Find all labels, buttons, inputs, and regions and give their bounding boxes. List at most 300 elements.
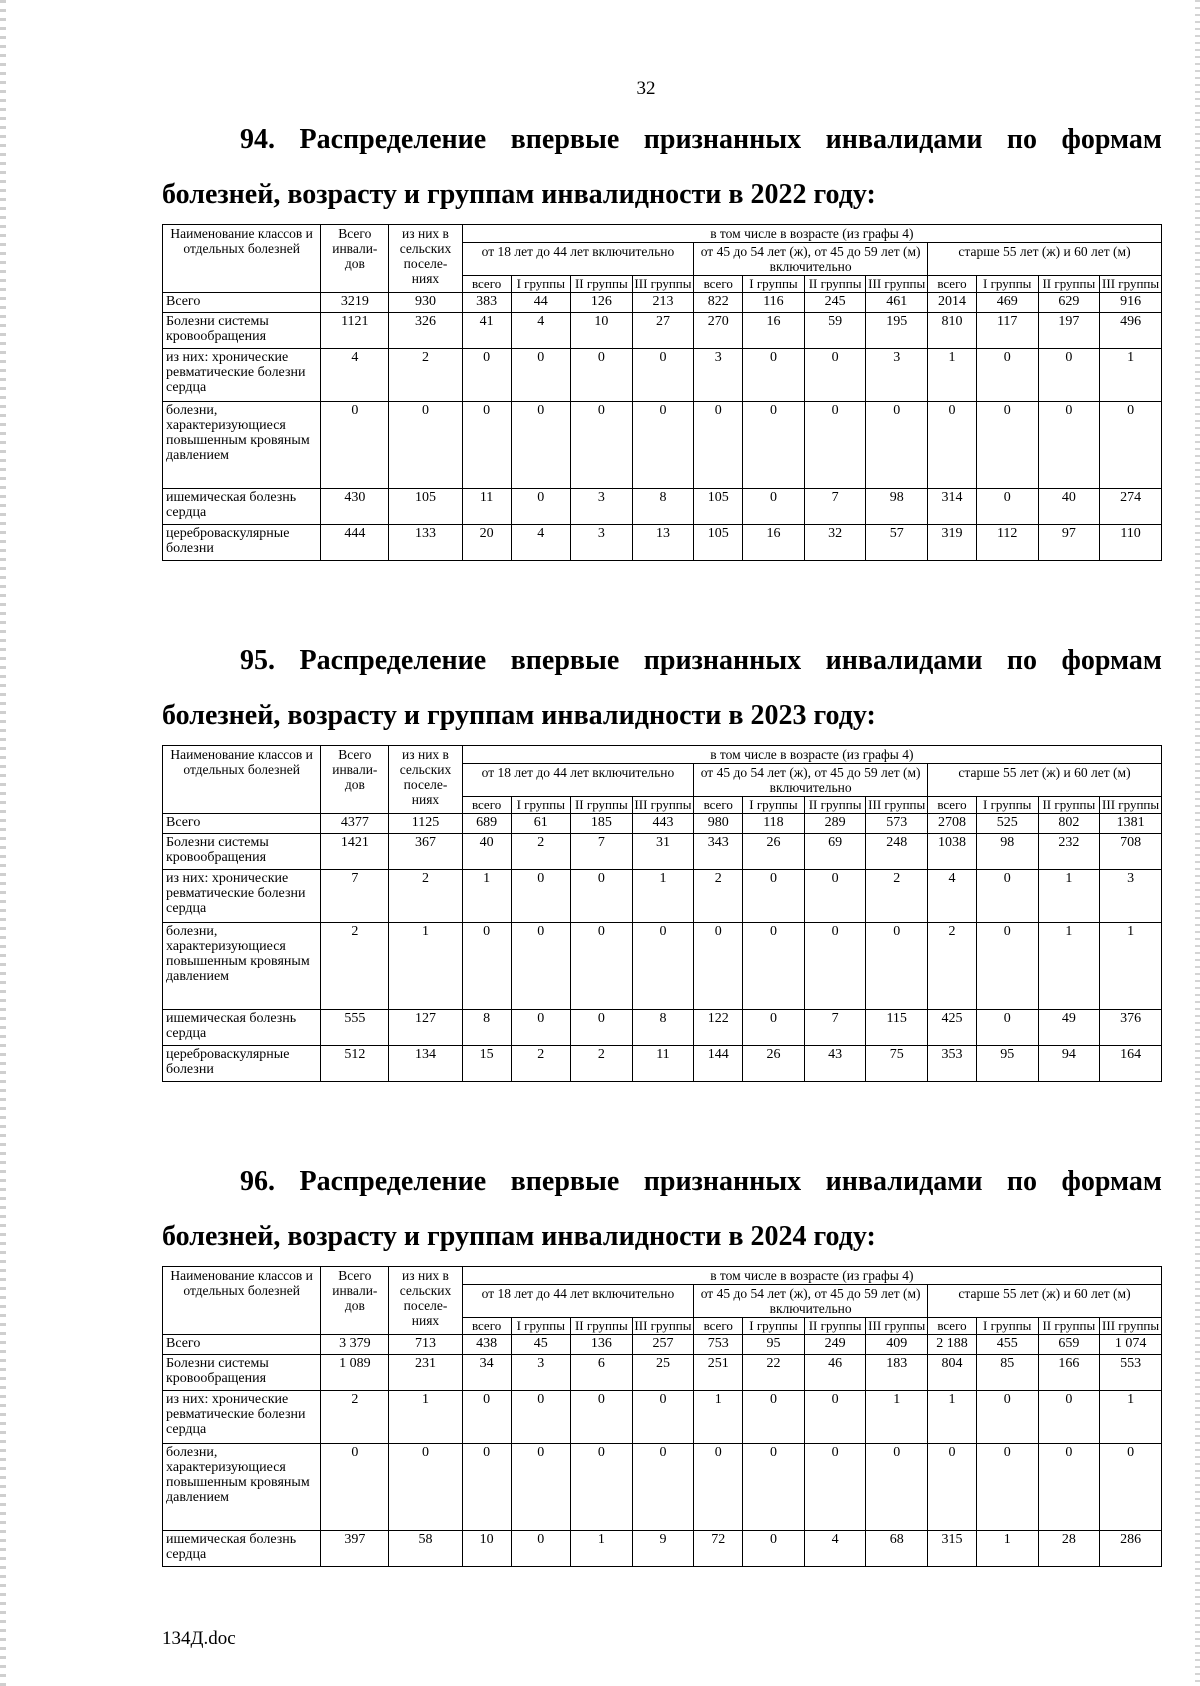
table-cell: 0 <box>511 1531 571 1567</box>
col-header-name: Наименование классов и отдельных болезней <box>163 746 321 814</box>
table-cell: 133 <box>389 525 462 561</box>
table-cell: 1 <box>632 870 694 923</box>
row-label: болезни, характеризующиеся повышенным кровяным давлением <box>163 923 321 1010</box>
table-cell: 105 <box>694 525 743 561</box>
table-cell: 2 <box>866 870 928 923</box>
table-cell: 1 <box>1038 923 1100 1010</box>
table-cell: 555 <box>321 1010 389 1046</box>
col-header-group-3: III группы <box>866 1318 928 1335</box>
table-cell: 2 <box>321 1391 389 1444</box>
row-label: из них: хронические ревматические болезни сердца <box>163 349 321 402</box>
table-cell: 0 <box>1038 402 1100 489</box>
col-header-age-45-59: от 45 до 54 лет (ж), от 45 до 59 лет (м) включительно <box>694 243 928 276</box>
table-cell: 7 <box>804 489 866 525</box>
table-cell: 2 <box>511 1046 571 1082</box>
table-cell: 425 <box>928 1010 977 1046</box>
table-cell: 0 <box>511 1010 571 1046</box>
table-cell: 112 <box>976 525 1038 561</box>
table-cell: 1 <box>1038 870 1100 923</box>
table-cell: 85 <box>976 1355 1038 1391</box>
table-cell: 98 <box>866 489 928 525</box>
table-cell: 1421 <box>321 834 389 870</box>
row-label: цереброваскулярные болезни <box>163 525 321 561</box>
table-cell: 1 <box>928 1391 977 1444</box>
table-cell: 3 <box>571 489 633 525</box>
table-cell: 49 <box>1038 1010 1100 1046</box>
table-cell: 0 <box>743 349 805 402</box>
table-row <box>163 1046 1162 1082</box>
table-cell: 0 <box>743 489 805 525</box>
table-cell: 810 <box>928 313 977 349</box>
table-cell: 231 <box>389 1355 462 1391</box>
table-cell: 822 <box>694 293 743 313</box>
table-cell: 0 <box>976 1010 1038 1046</box>
table-cell: 185 <box>571 814 633 834</box>
table-cell: 0 <box>1100 402 1162 489</box>
table-cell: 0 <box>866 402 928 489</box>
table-cell: 1 <box>389 1391 462 1444</box>
col-header-age-55-60-plus: старше 55 лет (ж) и 60 лет (м) <box>928 243 1162 276</box>
table-cell: 0 <box>694 923 743 1010</box>
table-cell: 0 <box>571 923 633 1010</box>
table-cell: 2 <box>694 870 743 923</box>
table-cell: 11 <box>462 489 511 525</box>
table-cell: 2 <box>389 349 462 402</box>
col-header-total: Всего инвали-дов <box>321 746 389 814</box>
table-cell: 40 <box>1038 489 1100 525</box>
table-cell: 25 <box>632 1355 694 1391</box>
table-cell: 0 <box>511 923 571 1010</box>
col-header-group-1: I группы <box>511 1318 571 1335</box>
table-cell: 804 <box>928 1355 977 1391</box>
table-cell: 353 <box>928 1046 977 1082</box>
table-cell: 0 <box>511 1391 571 1444</box>
table-cell: 289 <box>804 814 866 834</box>
col-header-rural: из них в сельских поселе-ниях <box>389 746 462 814</box>
table-cell: 443 <box>632 814 694 834</box>
table-row <box>163 1010 1162 1046</box>
col-header-rural: из них в сельских поселе-ниях <box>389 1267 462 1335</box>
col-header-subtotal: всего <box>694 276 743 293</box>
table-cell: 117 <box>976 313 1038 349</box>
table-cell: 1121 <box>321 313 389 349</box>
table-cell: 512 <box>321 1046 389 1082</box>
section-heading: 95. Распределение впервые признанных инвалидами по формам болезней, возрасту и группам инвалидности в 2023 году: <box>162 645 1162 731</box>
stats-table <box>162 1266 1162 1567</box>
table-cell: 0 <box>866 923 928 1010</box>
col-header-age-18-44: от 18 лет до 44 лет включительно <box>462 243 694 276</box>
table-cell: 0 <box>804 923 866 1010</box>
table-cell: 314 <box>928 489 977 525</box>
table-cell: 40 <box>462 834 511 870</box>
table-cell: 26 <box>743 834 805 870</box>
row-label: Всего <box>163 1335 321 1355</box>
table-cell: 1038 <box>928 834 977 870</box>
section-94 <box>162 112 1162 561</box>
col-header-age-span: в том числе в возрасте (из графы 4) <box>462 1267 1161 1285</box>
table-row <box>163 1531 1162 1567</box>
table-cell: 573 <box>866 814 928 834</box>
stats-table <box>162 745 1162 1082</box>
table-cell: 0 <box>976 402 1038 489</box>
table-cell: 213 <box>632 293 694 313</box>
table-cell: 0 <box>976 1391 1038 1444</box>
table-cell: 98 <box>976 834 1038 870</box>
table-cell: 0 <box>511 489 571 525</box>
table-cell: 0 <box>743 1444 805 1531</box>
table-cell: 10 <box>462 1531 511 1567</box>
table-cell: 2014 <box>928 293 977 313</box>
col-header-subtotal: всего <box>928 276 977 293</box>
table-cell: 525 <box>976 814 1038 834</box>
table-cell: 0 <box>632 349 694 402</box>
table-cell: 383 <box>462 293 511 313</box>
table-cell: 197 <box>1038 313 1100 349</box>
row-label: ишемическая болезнь сердца <box>163 1531 321 1567</box>
table-cell: 1381 <box>1100 814 1162 834</box>
table-cell: 4 <box>804 1531 866 1567</box>
table-row <box>163 1444 1162 1531</box>
table-cell: 0 <box>462 349 511 402</box>
table-cell: 105 <box>694 489 743 525</box>
table-cell: 319 <box>928 525 977 561</box>
col-header-group-2: II группы <box>804 1318 866 1335</box>
table-cell: 16 <box>743 313 805 349</box>
row-label: из них: хронические ревматические болезни сердца <box>163 870 321 923</box>
table-cell: 126 <box>571 293 633 313</box>
table-row <box>163 489 1162 525</box>
table-cell: 469 <box>976 293 1038 313</box>
table-cell: 0 <box>571 1444 633 1531</box>
col-header-group-3: III группы <box>1100 1318 1162 1335</box>
table-cell: 0 <box>743 402 805 489</box>
table-cell: 0 <box>571 1391 633 1444</box>
table-cell: 136 <box>571 1335 633 1355</box>
table-cell: 286 <box>1100 1531 1162 1567</box>
table-cell: 713 <box>389 1335 462 1355</box>
table-cell: 8 <box>462 1010 511 1046</box>
table-cell: 251 <box>694 1355 743 1391</box>
col-header-subtotal: всего <box>462 1318 511 1335</box>
col-header-group-3: III группы <box>632 1318 694 1335</box>
table-cell: 0 <box>632 402 694 489</box>
table-cell: 58 <box>389 1531 462 1567</box>
col-header-subtotal: всего <box>462 276 511 293</box>
table-cell: 980 <box>694 814 743 834</box>
table-cell: 9 <box>632 1531 694 1567</box>
table-cell: 97 <box>1038 525 1100 561</box>
table-cell: 57 <box>866 525 928 561</box>
row-label: цереброваскулярные болезни <box>163 1046 321 1082</box>
col-header-name: Наименование классов и отдельных болезней <box>163 225 321 293</box>
table-cell: 110 <box>1100 525 1162 561</box>
table-cell: 0 <box>976 349 1038 402</box>
table-cell: 4 <box>511 525 571 561</box>
row-label: ишемическая болезнь сердца <box>163 489 321 525</box>
table-cell: 0 <box>321 1444 389 1531</box>
col-header-group-3: III группы <box>632 797 694 814</box>
table-cell: 444 <box>321 525 389 561</box>
table-cell: 2 188 <box>928 1335 977 1355</box>
table-cell: 1 <box>1100 923 1162 1010</box>
table-cell: 367 <box>389 834 462 870</box>
table-cell: 315 <box>928 1531 977 1567</box>
table-cell: 802 <box>1038 814 1100 834</box>
table-cell: 270 <box>694 313 743 349</box>
table-cell: 69 <box>804 834 866 870</box>
table-cell: 0 <box>743 1010 805 1046</box>
table-cell: 753 <box>694 1335 743 1355</box>
table-cell: 0 <box>928 1444 977 1531</box>
table-cell: 0 <box>976 489 1038 525</box>
table-cell: 0 <box>743 1531 805 1567</box>
row-label: болезни, характеризующиеся повышенным кровяным давлением <box>163 1444 321 1531</box>
col-header-subtotal: всего <box>694 1318 743 1335</box>
table-cell: 6 <box>571 1355 633 1391</box>
table-cell: 31 <box>632 834 694 870</box>
table-cell: 430 <box>321 489 389 525</box>
col-header-group-1: I группы <box>743 276 805 293</box>
table-row <box>163 814 1162 834</box>
table-cell: 0 <box>1100 1444 1162 1531</box>
col-header-group-2: II группы <box>1038 797 1100 814</box>
table-cell: 0 <box>743 870 805 923</box>
section-heading: 96. Распределение впервые признанных инвалидами по формам болезней, возрасту и группам инвалидности в 2024 году: <box>162 1166 1162 1252</box>
col-header-group-1: I группы <box>743 797 805 814</box>
table-cell: 45 <box>511 1335 571 1355</box>
table-cell: 248 <box>866 834 928 870</box>
table-cell: 0 <box>743 923 805 1010</box>
table-row <box>163 1391 1162 1444</box>
table-cell: 3 <box>1100 870 1162 923</box>
table-cell: 122 <box>694 1010 743 1046</box>
table-cell: 1 089 <box>321 1355 389 1391</box>
col-header-group-2: II группы <box>804 276 866 293</box>
table-cell: 4377 <box>321 814 389 834</box>
table-cell: 2 <box>389 870 462 923</box>
table-cell: 0 <box>694 402 743 489</box>
table-cell: 0 <box>632 1391 694 1444</box>
table-cell: 75 <box>866 1046 928 1082</box>
table-cell: 59 <box>804 313 866 349</box>
table-cell: 34 <box>462 1355 511 1391</box>
table-cell: 61 <box>511 814 571 834</box>
table-cell: 115 <box>866 1010 928 1046</box>
table-cell: 0 <box>804 349 866 402</box>
col-header-group-2: II группы <box>804 797 866 814</box>
table-cell: 0 <box>571 870 633 923</box>
table-cell: 249 <box>804 1335 866 1355</box>
table-cell: 0 <box>571 349 633 402</box>
col-header-group-2: II группы <box>1038 1318 1100 1335</box>
table-cell: 27 <box>632 313 694 349</box>
table-row <box>163 349 1162 402</box>
col-header-group-3: III группы <box>1100 276 1162 293</box>
table-cell: 0 <box>804 870 866 923</box>
table-cell: 930 <box>389 293 462 313</box>
section-95 <box>162 633 1162 1082</box>
col-header-group-2: II группы <box>571 276 633 293</box>
table-cell: 183 <box>866 1355 928 1391</box>
row-label: из них: хронические ревматические болезни сердца <box>163 1391 321 1444</box>
col-header-group-1: I группы <box>511 797 571 814</box>
col-header-total: Всего инвали-дов <box>321 1267 389 1335</box>
table-cell: 409 <box>866 1335 928 1355</box>
table-row <box>163 293 1162 313</box>
table-cell: 3219 <box>321 293 389 313</box>
table-cell: 2 <box>571 1046 633 1082</box>
table-cell: 438 <box>462 1335 511 1355</box>
table-cell: 496 <box>1100 313 1162 349</box>
table-row <box>163 870 1162 923</box>
table-cell: 116 <box>743 293 805 313</box>
table-cell: 7 <box>571 834 633 870</box>
table-cell: 0 <box>694 1444 743 1531</box>
table-cell: 461 <box>866 293 928 313</box>
table-cell: 10 <box>571 313 633 349</box>
row-label: Болезни системы кровообращения <box>163 834 321 870</box>
table-row <box>163 1355 1162 1391</box>
table-cell: 3 <box>694 349 743 402</box>
table-cell: 0 <box>976 923 1038 1010</box>
row-label: Всего <box>163 814 321 834</box>
table-cell: 41 <box>462 313 511 349</box>
col-header-age-18-44: от 18 лет до 44 лет включительно <box>462 764 694 797</box>
table-cell: 343 <box>694 834 743 870</box>
col-header-age-18-44: от 18 лет до 44 лет включительно <box>462 1285 694 1318</box>
row-label: болезни, характеризующиеся повышенным кровяным давлением <box>163 402 321 489</box>
table-cell: 1 <box>1100 1391 1162 1444</box>
table-cell: 166 <box>1038 1355 1100 1391</box>
table-cell: 0 <box>511 349 571 402</box>
table-cell: 0 <box>462 923 511 1010</box>
table-cell: 326 <box>389 313 462 349</box>
footer-filename: 134Д.doc <box>162 1628 236 1649</box>
col-header-age-span: в том числе в возрасте (из графы 4) <box>462 746 1161 764</box>
stats-table <box>162 224 1162 561</box>
col-header-name: Наименование классов и отдельных болезней <box>163 1267 321 1335</box>
table-cell: 1 <box>976 1531 1038 1567</box>
table-cell: 8 <box>632 489 694 525</box>
table-cell: 629 <box>1038 293 1100 313</box>
table-cell: 1 <box>571 1531 633 1567</box>
table-cell: 0 <box>632 923 694 1010</box>
table-cell: 1 <box>928 349 977 402</box>
table-cell: 0 <box>462 1391 511 1444</box>
table-cell: 32 <box>804 525 866 561</box>
table-cell: 689 <box>462 814 511 834</box>
table-cell: 2 <box>928 923 977 1010</box>
table-cell: 2708 <box>928 814 977 834</box>
table-row <box>163 923 1162 1010</box>
table-cell: 3 <box>866 349 928 402</box>
table-cell: 22 <box>743 1355 805 1391</box>
table-cell: 7 <box>804 1010 866 1046</box>
table-cell: 43 <box>804 1046 866 1082</box>
table-cell: 72 <box>694 1531 743 1567</box>
table-cell: 1 <box>1100 349 1162 402</box>
table-cell: 94 <box>1038 1046 1100 1082</box>
table-cell: 0 <box>511 402 571 489</box>
table-cell: 95 <box>976 1046 1038 1082</box>
table-cell: 7 <box>321 870 389 923</box>
col-header-group-1: I группы <box>976 1318 1038 1335</box>
table-cell: 0 <box>1038 349 1100 402</box>
col-header-rural: из них в сельских поселе-ниях <box>389 225 462 293</box>
table-cell: 16 <box>743 525 805 561</box>
row-label: Болезни системы кровообращения <box>163 1355 321 1391</box>
table-cell: 257 <box>632 1335 694 1355</box>
table-cell: 1 <box>866 1391 928 1444</box>
col-header-group-2: II группы <box>571 1318 633 1335</box>
col-header-age-span: в том числе в возрасте (из графы 4) <box>462 225 1161 243</box>
table-cell: 0 <box>928 402 977 489</box>
table-cell: 0 <box>804 1391 866 1444</box>
table-cell: 0 <box>462 1444 511 1531</box>
col-header-group-3: III группы <box>632 276 694 293</box>
table-cell: 68 <box>866 1531 928 1567</box>
table-cell: 916 <box>1100 293 1162 313</box>
table-row <box>163 834 1162 870</box>
table-cell: 1125 <box>389 814 462 834</box>
table-cell: 95 <box>743 1335 805 1355</box>
table-cell: 195 <box>866 313 928 349</box>
table-cell: 0 <box>389 1444 462 1531</box>
table-cell: 2 <box>511 834 571 870</box>
table-cell: 0 <box>511 1444 571 1531</box>
col-header-group-3: III группы <box>1100 797 1162 814</box>
col-header-subtotal: всего <box>694 797 743 814</box>
col-header-age-55-60-plus: старше 55 лет (ж) и 60 лет (м) <box>928 1285 1162 1318</box>
table-cell: 659 <box>1038 1335 1100 1355</box>
table-cell: 232 <box>1038 834 1100 870</box>
table-cell: 4 <box>511 313 571 349</box>
page-number: 32 <box>636 78 656 99</box>
col-header-total: Всего инвали-дов <box>321 225 389 293</box>
table-cell: 0 <box>976 1444 1038 1531</box>
table-cell: 0 <box>804 1444 866 1531</box>
table-cell: 0 <box>1038 1391 1100 1444</box>
table-cell: 0 <box>321 402 389 489</box>
table-cell: 4 <box>321 349 389 402</box>
table-cell: 1 <box>462 870 511 923</box>
table-row <box>163 525 1162 561</box>
col-header-group-2: II группы <box>571 797 633 814</box>
table-cell: 708 <box>1100 834 1162 870</box>
table-cell: 26 <box>743 1046 805 1082</box>
table-row <box>163 313 1162 349</box>
scan-edge-left <box>0 0 6 1686</box>
col-header-group-3: III группы <box>866 797 928 814</box>
table-cell: 0 <box>866 1444 928 1531</box>
table-cell: 274 <box>1100 489 1162 525</box>
row-label: ишемическая болезнь сердца <box>163 1010 321 1046</box>
table-cell: 455 <box>976 1335 1038 1355</box>
section-96 <box>162 1154 1162 1567</box>
row-label: Болезни системы кровообращения <box>163 313 321 349</box>
table-cell: 0 <box>976 870 1038 923</box>
table-cell: 144 <box>694 1046 743 1082</box>
table-cell: 245 <box>804 293 866 313</box>
table-cell: 3 <box>571 525 633 561</box>
table-row <box>163 402 1162 489</box>
table-cell: 0 <box>804 402 866 489</box>
table-cell: 28 <box>1038 1531 1100 1567</box>
table-cell: 0 <box>1038 1444 1100 1531</box>
col-header-group-3: III группы <box>866 276 928 293</box>
table-cell: 3 379 <box>321 1335 389 1355</box>
table-cell: 118 <box>743 814 805 834</box>
